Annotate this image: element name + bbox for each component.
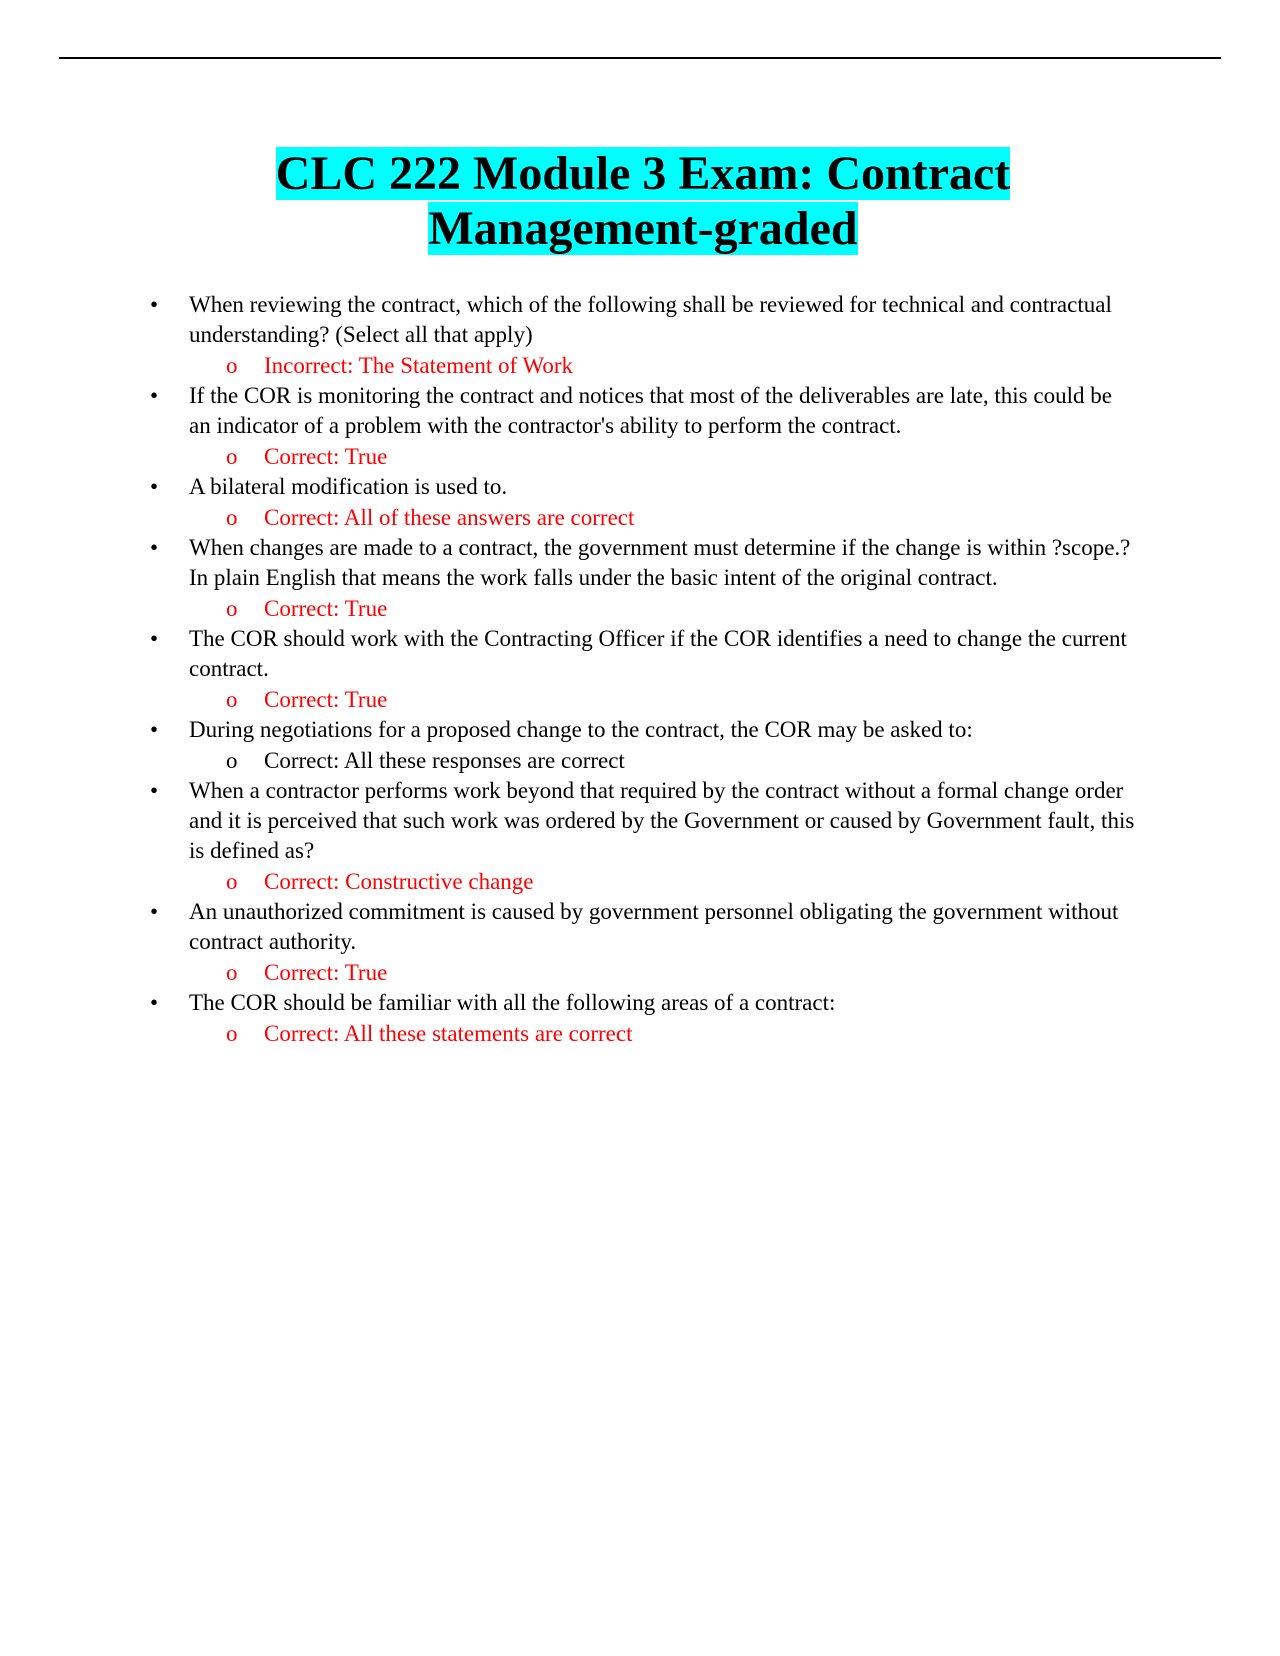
bullet-icon: • <box>150 717 159 742</box>
question-text: A bilateral modification is used to. <box>189 474 508 499</box>
bullet-icon: • <box>150 383 159 408</box>
answer-text: Correct: True <box>264 960 388 985</box>
sub-bullet-icon: o <box>226 505 238 530</box>
question-text: An unauthorized commitment is caused by government personnel obligating the government without contract authority. <box>189 899 1119 954</box>
sub-bullet-icon: o <box>226 444 238 469</box>
title-line-2: Management-graded <box>428 202 858 255</box>
question-list <box>150 290 1136 1049</box>
answer-text: Correct: True <box>264 444 388 469</box>
bullet-icon: • <box>150 292 159 317</box>
list-item <box>150 624 1136 715</box>
bullet-icon: • <box>150 899 159 924</box>
answer-text: Correct: Constructive change <box>264 869 534 894</box>
answer-line <box>150 1019 1136 1049</box>
answer-line <box>150 594 1136 624</box>
answer-text: Incorrect: The Statement of Work <box>264 353 573 378</box>
answer-text: Correct: True <box>264 687 388 712</box>
sub-bullet-icon: o <box>226 687 238 712</box>
answer-line <box>150 746 1136 776</box>
list-item <box>150 715 1136 776</box>
question-text: When reviewing the contract, which of the following shall be reviewed for technical and contractual understanding? (Select all that apply) <box>189 292 1112 347</box>
answer-text: Correct: True <box>264 596 388 621</box>
sub-bullet-icon: o <box>226 960 238 985</box>
list-item <box>150 533 1136 624</box>
sub-bullet-icon: o <box>226 1021 238 1046</box>
list-item <box>150 776 1136 897</box>
list-item <box>150 897 1136 988</box>
sub-bullet-icon: o <box>226 596 238 621</box>
answer-text: Correct: All these responses are correct <box>264 748 625 773</box>
top-rule <box>59 57 1221 59</box>
bullet-icon: • <box>150 778 159 803</box>
answer-line <box>150 442 1136 472</box>
page-title <box>150 146 1136 256</box>
answer-line <box>150 351 1136 381</box>
answer-text: Correct: All of these answers are correct <box>264 505 635 530</box>
sub-bullet-icon: o <box>226 353 238 378</box>
question-text: When a contractor performs work beyond that required by the contract without a formal change order and it is perceived that such work was ordered by the Government or caused by Government fault, this is defined as? <box>189 778 1135 863</box>
answer-line <box>150 685 1136 715</box>
list-item <box>150 290 1136 381</box>
answer-text: Correct: All these statements are correct <box>264 1021 633 1046</box>
question-text: The COR should be familiar with all the following areas of a contract: <box>189 990 836 1015</box>
title-line-1: CLC 222 Module 3 Exam: Contract <box>275 147 1011 200</box>
answer-line <box>150 503 1136 533</box>
question-text: During negotiations for a proposed change to the contract, the COR may be asked to: <box>189 717 973 742</box>
bullet-icon: • <box>150 474 159 499</box>
list-item <box>150 472 1136 533</box>
question-text: If the COR is monitoring the contract and notices that most of the deliverables are late, this could be an indicator of a problem with the contractor's ability to perform the contract. <box>189 383 1112 438</box>
answer-line <box>150 867 1136 897</box>
sub-bullet-icon: o <box>226 869 238 894</box>
list-item <box>150 988 1136 1049</box>
bullet-icon: • <box>150 535 159 560</box>
bullet-icon: • <box>150 626 159 651</box>
answer-line <box>150 958 1136 988</box>
question-text: The COR should work with the Contracting Officer if the COR identifies a need to change the current contract. <box>189 626 1127 681</box>
question-text: When changes are made to a contract, the government must determine if the change is within ?scope.? In plain English that means the work falls under the basic intent of the original contract. <box>189 535 1131 590</box>
bullet-icon: • <box>150 990 159 1015</box>
sub-bullet-icon: o <box>226 748 238 773</box>
list-item <box>150 381 1136 472</box>
